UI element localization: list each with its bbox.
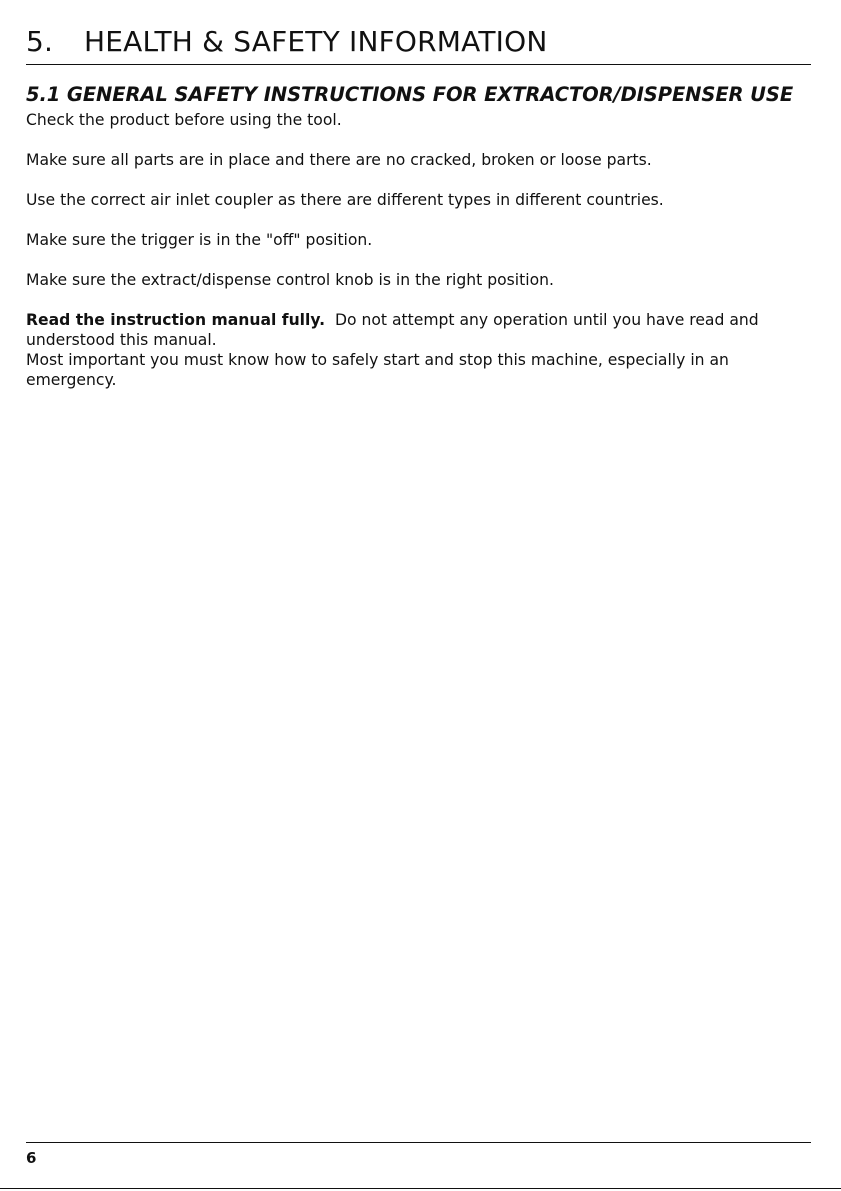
section-number: 5. [26, 25, 54, 58]
section-heading [26, 24, 547, 60]
heading-divider [26, 64, 811, 65]
instruction-item: Check the product before using the tool. [26, 111, 342, 129]
instruction-item: Make sure the extract/dispense control knob is in the right position. [26, 271, 554, 289]
page-number: 6 [26, 1149, 37, 1167]
footer-divider [26, 1142, 811, 1143]
manual-notice-text: Do not attempt any operation until you have read and understood this manual. [26, 311, 759, 349]
manual-notice-lead: Read the instruction manual fully. [26, 311, 326, 329]
instruction-item: Use the correct air inlet coupler as there are different types in different countries. [26, 191, 664, 209]
instructions-body [26, 110, 816, 390]
instruction-item: Make sure the trigger is in the "off" position. [26, 231, 373, 249]
page-bottom-edge [0, 1188, 841, 1189]
emergency-notice: Most important you must know how to safely start and stop this machine, especially in an emergency. [26, 351, 729, 389]
instruction-item: Make sure all parts are in place and there are no cracked, broken or loose parts. [26, 151, 652, 169]
manual-notice [26, 310, 816, 350]
subsection-title: 5.1 GENERAL SAFETY INSTRUCTIONS FOR EXTRACTOR/DISPENSER USE [26, 83, 794, 106]
section-title: HEALTH & SAFETY INFORMATION [84, 25, 548, 58]
